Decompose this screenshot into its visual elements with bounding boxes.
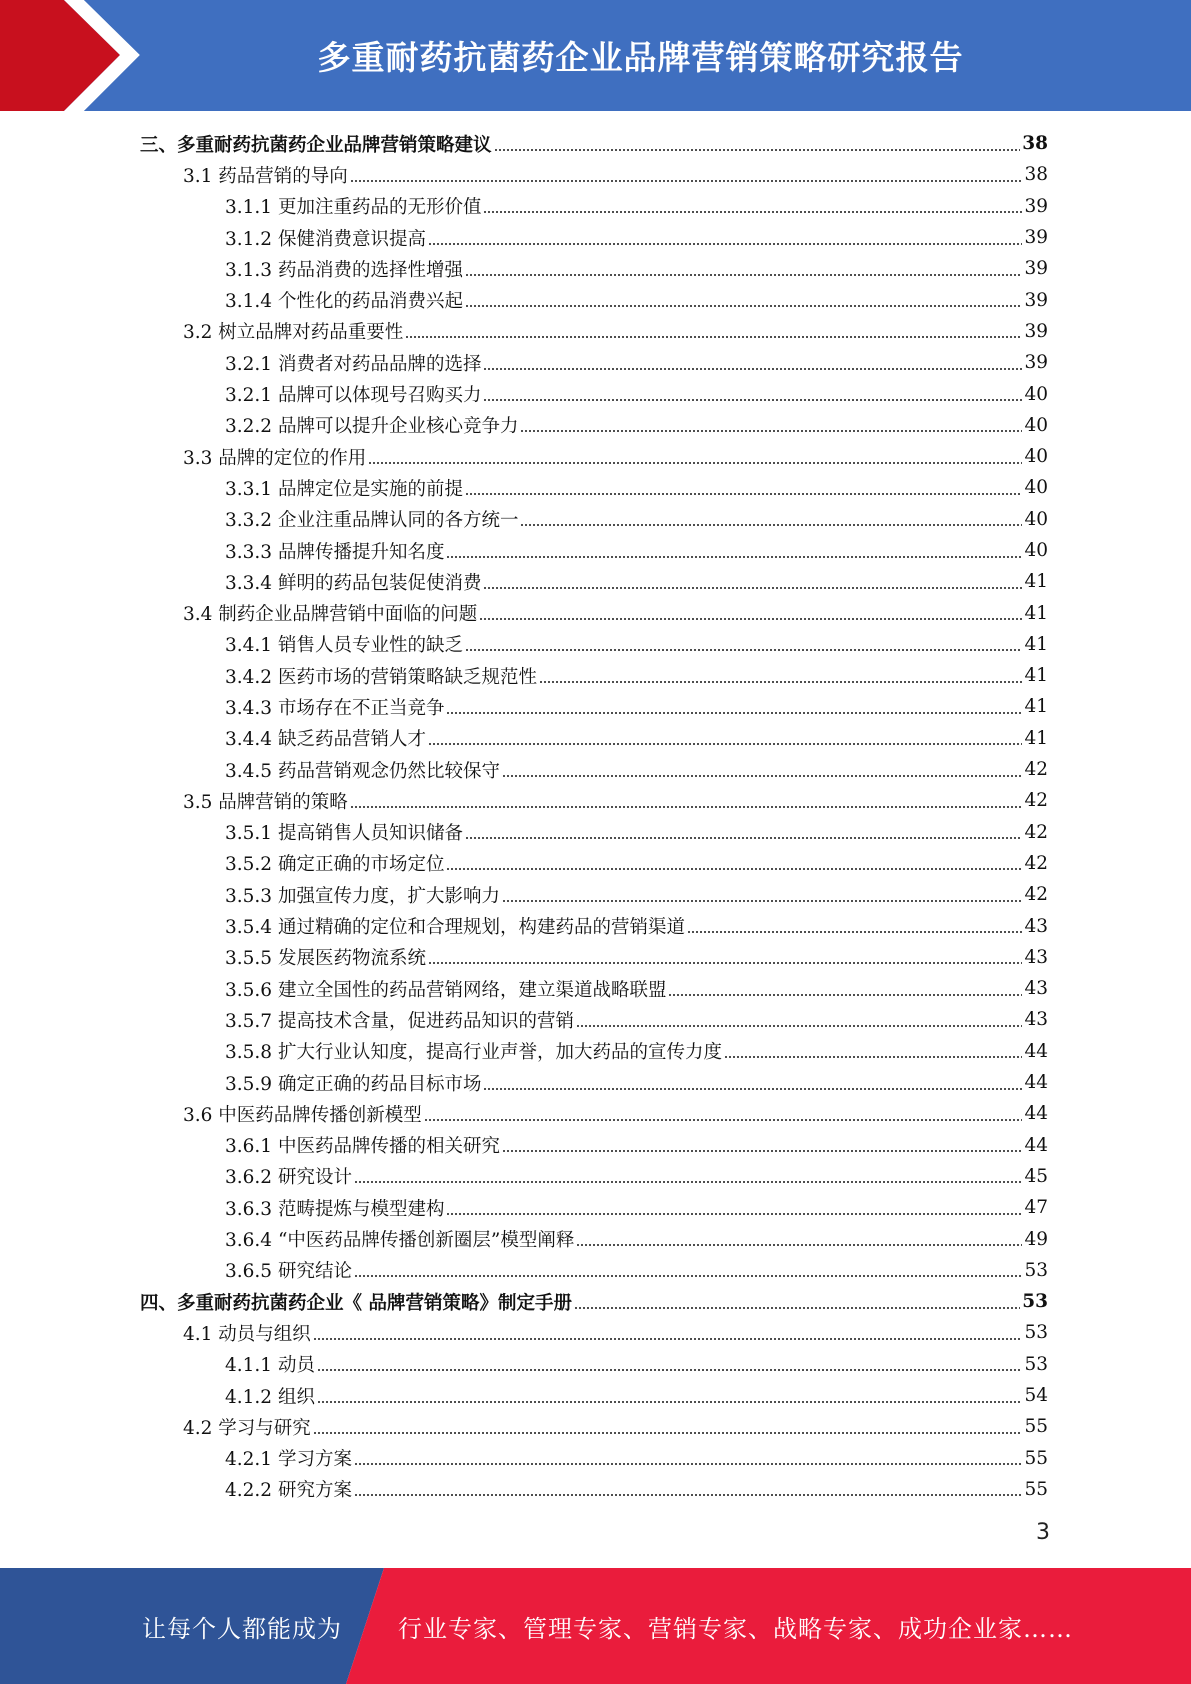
toc-leader-dots <box>502 1150 1022 1152</box>
toc-entry-title: 3.3 品牌的定位的作用 <box>183 447 367 469</box>
toc-entry-title: 4.1.1 动员 <box>225 1355 315 1377</box>
footer-slogan-left: 让每个人都能成为 <box>142 1614 342 1643</box>
toc-entry-page: 40 <box>1024 446 1048 468</box>
toc-section-entry[interactable] <box>140 316 1048 347</box>
toc-entry-title: 3.3.2 企业注重品牌认同的各方统一 <box>225 510 519 532</box>
footer-slogan-right: 行业专家、管理专家、营销专家、战略专家、成功企业家…… <box>398 1614 1073 1643</box>
toc-subsection-entry[interactable] <box>140 817 1048 848</box>
toc-leader-dots <box>446 712 1022 714</box>
toc-entry-page: 42 <box>1024 759 1048 781</box>
toc-leader-dots <box>687 931 1022 933</box>
toc-subsection-entry[interactable] <box>140 410 1048 441</box>
toc-entry-title: 3.6.1 中医药品牌传播的相关研究 <box>225 1136 500 1158</box>
toc-entry-page: 44 <box>1024 1040 1048 1062</box>
toc-entry-page: 38 <box>1024 164 1048 186</box>
toc-entry-page: 43 <box>1024 1009 1048 1031</box>
toc-entry-page: 40 <box>1024 477 1048 499</box>
toc-subsection-entry[interactable] <box>140 723 1048 754</box>
toc-entry-title: 3.4 制药企业品牌营销中面临的问题 <box>183 604 478 626</box>
toc-subsection-entry[interactable] <box>140 222 1048 253</box>
toc-entry-title: 3.1 药品营销的导向 <box>183 165 348 187</box>
toc-entry-page: 39 <box>1024 227 1048 249</box>
toc-entry-page: 40 <box>1024 508 1048 530</box>
toc-leader-dots <box>428 243 1022 245</box>
toc-leader-dots <box>520 430 1022 432</box>
toc-entry-title: 3.5.7 提高技术含量，促进药品知识的营销 <box>225 1010 574 1032</box>
toc-entry-page: 38 <box>1022 133 1048 155</box>
toc-leader-dots <box>368 462 1022 464</box>
toc-entry-title: 3.3.4 鲜明的药品包装促使消费 <box>225 572 482 594</box>
toc-leader-dots <box>424 1119 1023 1121</box>
toc-entry-page: 41 <box>1024 602 1048 624</box>
page-number: 3 <box>1036 1520 1050 1545</box>
toc-entry-page: 44 <box>1024 1134 1048 1156</box>
toc-leader-dots <box>446 556 1022 558</box>
toc-entry-title: 3.1.1 更加注重药品的无形价值 <box>225 197 482 219</box>
toc-entry-page: 42 <box>1024 821 1048 843</box>
toc-leader-dots <box>317 1369 1023 1371</box>
toc-chapter-entry[interactable] <box>140 1286 1048 1317</box>
toc-subsection-entry[interactable] <box>140 1223 1048 1254</box>
toc-entry-title: 3.6.2 研究设计 <box>225 1167 352 1189</box>
toc-entry-title: 3.5.4 通过精确的定位和合理规划，构建药品的营销渠道 <box>225 917 685 939</box>
toc-subsection-entry[interactable] <box>140 660 1048 691</box>
toc-entry-page: 55 <box>1024 1416 1048 1438</box>
toc-section-entry[interactable] <box>140 1098 1048 1129</box>
toc-leader-dots <box>724 1056 1022 1058</box>
toc-leader-dots <box>446 1213 1022 1215</box>
toc-subsection-entry[interactable] <box>140 1036 1048 1067</box>
toc-entry-title: 4.1.2 组织 <box>225 1386 315 1408</box>
toc-entry-page: 39 <box>1024 289 1048 311</box>
toc-entry-title: 3.4.3 市场存在不正当竞争 <box>225 697 445 719</box>
page-header <box>0 0 1191 111</box>
toc-leader-dots <box>520 524 1022 526</box>
report-title: 多重耐药抗菌药企业品牌营销策略研究报告 <box>317 38 964 77</box>
toc-leader-dots <box>465 493 1022 495</box>
toc-entry-page: 40 <box>1024 383 1048 405</box>
toc-leader-dots <box>576 1025 1022 1027</box>
toc-entry-page: 41 <box>1024 571 1048 593</box>
toc-leader-dots <box>574 1307 1020 1309</box>
toc-subsection-entry[interactable] <box>140 691 1048 722</box>
toc-entry-page: 44 <box>1024 1072 1048 1094</box>
toc-entry-title: 3.5 品牌营销的策略 <box>183 791 348 813</box>
toc-subsection-entry[interactable] <box>140 284 1048 315</box>
toc-entry-page: 44 <box>1024 1103 1048 1125</box>
toc-leader-dots <box>539 681 1022 683</box>
toc-entry-page: 40 <box>1024 414 1048 436</box>
toc-entry-page: 42 <box>1024 884 1048 906</box>
toc-entry-title: 3.2 树立品牌对药品重要性 <box>183 322 404 344</box>
toc-entry-title: 3.4.2 医药市场的营销策略缺乏规范性 <box>225 666 537 688</box>
toc-leader-dots <box>502 775 1022 777</box>
toc-entry-title: 4.2.2 研究方案 <box>225 1480 352 1502</box>
toc-subsection-entry[interactable] <box>140 629 1048 660</box>
toc-entry-title: 3.5.2 确定正确的市场定位 <box>225 854 445 876</box>
toc-leader-dots <box>313 1432 1023 1434</box>
toc-entry-page: 39 <box>1024 352 1048 374</box>
toc-subsection-entry[interactable] <box>140 566 1048 597</box>
toc-leader-dots <box>350 180 1023 182</box>
toc-entry-title: 3.3.1 品牌定位是实施的前提 <box>225 478 463 500</box>
toc-subsection-entry[interactable] <box>140 1442 1048 1473</box>
toc-entry-title: 4.2 学习与研究 <box>183 1417 311 1439</box>
toc-entry-title: 3.6 中医药品牌传播创新模型 <box>183 1104 422 1126</box>
toc-leader-dots <box>668 994 1022 996</box>
toc-entry-title: 3.6.3 范畴提炼与模型建构 <box>225 1198 445 1220</box>
toc-subsection-entry[interactable] <box>140 347 1048 378</box>
toc-leader-dots <box>465 837 1022 839</box>
toc-entry-page: 53 <box>1024 1322 1048 1344</box>
toc-entry-title: 三、多重耐药抗菌药企业品牌营销策略建议 <box>140 134 492 156</box>
toc-subsection-entry[interactable] <box>140 879 1048 910</box>
toc-subsection-entry[interactable] <box>140 910 1048 941</box>
toc-entry-title: 3.6.5 研究结论 <box>225 1261 352 1283</box>
toc-entry-title: 3.1.3 药品消费的选择性增强 <box>225 259 463 281</box>
toc-leader-dots <box>446 868 1022 870</box>
toc-entry-title: 3.2.2 品牌可以提升企业核心竞争力 <box>225 416 519 438</box>
toc-entry-page: 41 <box>1024 696 1048 718</box>
toc-subsection-entry[interactable] <box>140 472 1048 503</box>
toc-entry-page: 49 <box>1024 1228 1048 1250</box>
toc-leader-dots <box>354 1494 1023 1496</box>
toc-entry-title: 3.5.5 发展医药物流系统 <box>225 948 426 970</box>
toc-entry-title: 3.2.1 品牌可以体现号召购买力 <box>225 385 482 407</box>
toc-leader-dots <box>350 806 1023 808</box>
header-red-arrow-decoration <box>0 0 160 111</box>
toc-entry-title: 3.5.6 建立全国性的药品营销网络，建立渠道战略联盟 <box>225 979 667 1001</box>
toc-entry-page: 55 <box>1024 1447 1048 1469</box>
toc-leader-dots <box>428 962 1022 964</box>
toc-leader-dots <box>465 649 1022 651</box>
toc-subsection-entry[interactable] <box>140 1474 1048 1505</box>
toc-entry-title: 4.1 动员与组织 <box>183 1323 311 1345</box>
toc-entry-page: 41 <box>1024 727 1048 749</box>
toc-entry-title: 4.2.1 学习方案 <box>225 1449 352 1471</box>
table-of-contents <box>140 128 1048 1505</box>
toc-entry-page: 55 <box>1024 1478 1048 1500</box>
toc-entry-page: 43 <box>1024 946 1048 968</box>
toc-leader-dots <box>483 587 1022 589</box>
toc-section-entry[interactable] <box>140 785 1048 816</box>
toc-section-entry[interactable] <box>140 441 1048 472</box>
toc-chapter-entry[interactable] <box>140 128 1048 159</box>
toc-entry-page: 40 <box>1024 540 1048 561</box>
toc-leader-dots <box>483 211 1022 213</box>
toc-subsection-entry[interactable] <box>140 848 1048 879</box>
toc-leader-dots <box>465 305 1022 307</box>
toc-leader-dots <box>354 1275 1023 1277</box>
toc-section-entry[interactable] <box>140 1411 1048 1442</box>
toc-leader-dots <box>313 1338 1023 1340</box>
toc-subsection-entry[interactable] <box>140 754 1048 785</box>
toc-entry-title: 3.4.4 缺乏药品营销人才 <box>225 729 426 751</box>
toc-entry-title: 3.5.8 扩大行业认知度，提高行业声誉，加大药品的宣传力度 <box>225 1042 722 1064</box>
toc-leader-dots <box>483 368 1022 370</box>
toc-subsection-entry[interactable] <box>140 1192 1048 1223</box>
toc-section-entry[interactable] <box>140 1317 1048 1348</box>
toc-leader-dots <box>483 1088 1022 1090</box>
toc-entry-title: 3.4.5 药品营销观念仍然比较保守 <box>225 760 500 782</box>
toc-subsection-entry[interactable] <box>140 1349 1048 1380</box>
toc-entry-page: 41 <box>1024 665 1048 687</box>
toc-subsection-entry[interactable] <box>140 1380 1048 1411</box>
toc-entry-page: 43 <box>1024 978 1048 1000</box>
toc-subsection-entry[interactable] <box>140 191 1048 222</box>
toc-entry-page: 43 <box>1024 915 1048 937</box>
toc-leader-dots <box>317 1401 1023 1403</box>
toc-entry-title: 3.5.9 确定正确的药品目标市场 <box>225 1073 482 1095</box>
toc-entry-page: 53 <box>1024 1353 1048 1375</box>
toc-subsection-entry[interactable] <box>140 1255 1048 1286</box>
toc-entry-title: 3.5.3 加强宣传力度，扩大影响力 <box>225 885 500 907</box>
toc-entry-title: 3.2.1 消费者对药品品牌的选择 <box>225 353 482 375</box>
toc-entry-page: 41 <box>1024 633 1048 655</box>
toc-leader-dots <box>494 149 1021 151</box>
toc-leader-dots <box>428 743 1022 745</box>
toc-subsection-entry[interactable] <box>140 504 1048 535</box>
toc-entry-page: 53 <box>1022 1291 1048 1313</box>
toc-subsection-entry[interactable] <box>140 973 1048 1004</box>
toc-leader-dots <box>354 1463 1023 1465</box>
toc-leader-dots <box>576 1244 1022 1246</box>
toc-leader-dots <box>465 274 1022 276</box>
toc-section-entry[interactable] <box>140 597 1048 628</box>
toc-entry-title: 3.1.2 保健消费意识提高 <box>225 228 426 250</box>
toc-subsection-entry[interactable] <box>140 942 1048 973</box>
toc-entry-page: 54 <box>1024 1385 1048 1407</box>
toc-entry-page: 42 <box>1024 790 1048 812</box>
toc-subsection-entry[interactable] <box>140 1004 1048 1035</box>
toc-entry-title: 四、多重耐药抗菌药企业《 品牌营销策略》制定手册 <box>140 1292 572 1314</box>
toc-leader-dots <box>405 336 1022 338</box>
toc-subsection-entry[interactable] <box>140 1067 1048 1098</box>
toc-entry-page: 39 <box>1024 320 1048 342</box>
page-footer <box>0 1568 1191 1684</box>
toc-entry-page: 53 <box>1024 1259 1048 1281</box>
toc-leader-dots <box>502 900 1022 902</box>
toc-leader-dots <box>479 618 1022 620</box>
toc-entry-title: 3.3.3 品牌传播提升知名度 <box>225 541 445 563</box>
toc-entry-page: 42 <box>1024 852 1048 874</box>
toc-subsection-entry[interactable] <box>140 1161 1048 1192</box>
toc-entry-title: 3.1.4 个性化的药品消费兴起 <box>225 291 463 313</box>
toc-entry-page: 39 <box>1024 258 1048 280</box>
toc-subsection-entry[interactable] <box>140 253 1048 284</box>
toc-entry-page: 45 <box>1024 1165 1048 1187</box>
toc-subsection-entry[interactable] <box>140 1130 1048 1161</box>
toc-leader-dots <box>483 399 1022 401</box>
toc-entry-title: 3.5.1 提高销售人员知识储备 <box>225 823 463 845</box>
toc-entry-title: 3.6.4 “中医药品牌传播创新圈层”模型阐释 <box>225 1230 575 1252</box>
toc-section-entry[interactable] <box>140 159 1048 190</box>
toc-subsection-entry[interactable] <box>140 535 1048 566</box>
toc-subsection-entry[interactable] <box>140 378 1048 409</box>
toc-entry-page: 39 <box>1024 195 1048 217</box>
toc-entry-title: 3.4.1 销售人员专业性的缺乏 <box>225 635 463 657</box>
toc-entry-page: 47 <box>1024 1197 1048 1219</box>
toc-leader-dots <box>354 1181 1023 1183</box>
